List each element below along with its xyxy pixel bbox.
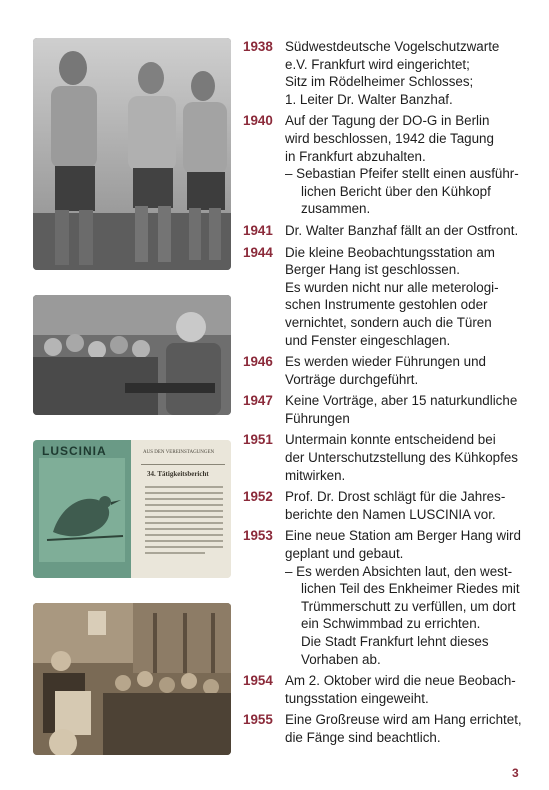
timeline-line: Prof. Dr. Drost schlägt für die Jahres- — [285, 489, 506, 505]
timeline-year: 1941 — [243, 222, 273, 238]
timeline-text — [285, 488, 533, 523]
timeline-line: Keine Vorträge, aber 15 naturkundliche — [285, 393, 518, 409]
timeline-line: Südwestdeutsche Vogelschutzwarte — [285, 39, 500, 54]
timeline-text — [285, 431, 533, 484]
timeline-line: Es wurden nicht nur alle meterologi- — [285, 279, 499, 295]
timeline-text — [285, 38, 533, 108]
timeline-entry — [243, 431, 533, 484]
timeline-line: Die kleine Beobachtungsstation am — [285, 244, 495, 260]
timeline-line: der Unterschutzstellung des Kühkopfes — [285, 450, 518, 466]
timeline-line: Berger Hang ist geschlossen. — [285, 262, 460, 278]
timeline-year: 1938 — [243, 39, 273, 54]
timeline — [243, 38, 533, 751]
timeline-line: Vorhaben ab. — [301, 651, 381, 667]
timeline-text — [285, 392, 533, 427]
timeline-line: Die Stadt Frankfurt lehnt dieses — [301, 634, 489, 649]
timeline-line: lichen Teil des Enkheimer Riedes mit — [301, 581, 520, 597]
timeline-entry — [243, 672, 533, 707]
timeline-line: – Sebastian Pfeifer stellt einen ausführ- — [285, 166, 519, 182]
timeline-line: Trümmerschutt zu verfüllen, um dort — [301, 598, 516, 614]
timeline-line: ein Schwimmbad zu errichten. — [301, 616, 481, 632]
timeline-text — [285, 222, 533, 240]
timeline-year: 1944 — [243, 244, 273, 260]
timeline-line: wird beschlossen, 1942 die Tagung — [285, 130, 494, 146]
timeline-line: Sitz im Rödelheimer Schlosses; — [285, 74, 474, 90]
timeline-line: zusammen. — [301, 201, 371, 217]
timeline-text — [285, 244, 533, 350]
report-title: 34. Tätigkeitsbericht — [147, 470, 209, 478]
timeline-year: 1940 — [243, 113, 273, 129]
timeline-line: Untermain konnte entscheidend bei — [285, 432, 496, 448]
report-header: AUS DEN VEREINSTAGUNGEN — [143, 450, 215, 455]
timeline-year: 1955 — [243, 712, 273, 728]
timeline-line: Es werden wieder Führungen und — [285, 354, 486, 370]
timeline-entry — [243, 488, 533, 523]
timeline-line: Vorträge durchgeführt. — [285, 371, 419, 387]
timeline-line: und Fenster eingeschlagen. — [285, 332, 451, 348]
photo-station-inauguration — [33, 603, 231, 755]
timeline-year: 1946 — [243, 354, 273, 370]
timeline-line: geplant und gebaut. — [285, 546, 404, 562]
timeline-line: Eine neue Station am Berger Hang wird — [285, 528, 521, 544]
timeline-year: 1947 — [243, 393, 273, 409]
timeline-entry — [243, 711, 533, 746]
timeline-line: 1. Leiter Dr. Walter Banzhaf. — [285, 91, 453, 107]
photo-luscinia-magazine — [33, 440, 231, 578]
timeline-line: Am 2. Oktober wird die neue Beobach- — [285, 673, 516, 689]
timeline-line: mitwirken. — [285, 467, 346, 483]
timeline-line: – Es werden Absichten laut, den west- — [285, 563, 513, 579]
magazine-title: LUSCINIA — [42, 444, 107, 458]
timeline-line: in Frankfurt abzuhalten. — [285, 148, 426, 164]
timeline-year: 1952 — [243, 489, 273, 505]
timeline-line: Auf der Tagung der DO-G in Berlin — [285, 113, 490, 129]
timeline-entry — [243, 392, 533, 427]
timeline-text — [285, 353, 533, 388]
timeline-line: berichte den Namen LUSCINIA vor. — [285, 506, 496, 522]
timeline-entry — [243, 244, 533, 350]
timeline-line: Führungen — [285, 410, 350, 426]
timeline-line: tungsstation eingeweiht. — [285, 690, 429, 706]
timeline-line: die Fänge sind beachtlich. — [285, 729, 441, 745]
timeline-line: lichen Bericht über den Kühkopf — [301, 183, 491, 199]
timeline-line: Dr. Walter Banzhaf fällt an der Ostfront. — [285, 222, 519, 238]
timeline-entry — [243, 527, 533, 668]
timeline-line: schen Instrumente gestohlen oder — [285, 297, 488, 313]
timeline-year: 1953 — [243, 528, 273, 544]
timeline-entry — [243, 222, 533, 240]
timeline-text — [285, 112, 533, 218]
timeline-text — [285, 711, 533, 746]
page-number: 3 — [512, 766, 519, 780]
timeline-line: vernichtet, sondern auch die Türen — [285, 314, 492, 330]
timeline-line: Eine Großreuse wird am Hang errichtet, — [285, 712, 522, 728]
timeline-entry — [243, 112, 533, 218]
photo-three-ornithologists — [33, 38, 231, 270]
timeline-entry — [243, 38, 533, 108]
photo-speaker-crowd — [33, 295, 231, 415]
timeline-text — [285, 672, 533, 707]
timeline-year: 1951 — [243, 432, 273, 448]
timeline-text — [285, 527, 533, 668]
timeline-entry — [243, 353, 533, 388]
timeline-year: 1954 — [243, 673, 273, 689]
timeline-line: e.V. Frankfurt wird eingerichtet; — [285, 56, 470, 72]
